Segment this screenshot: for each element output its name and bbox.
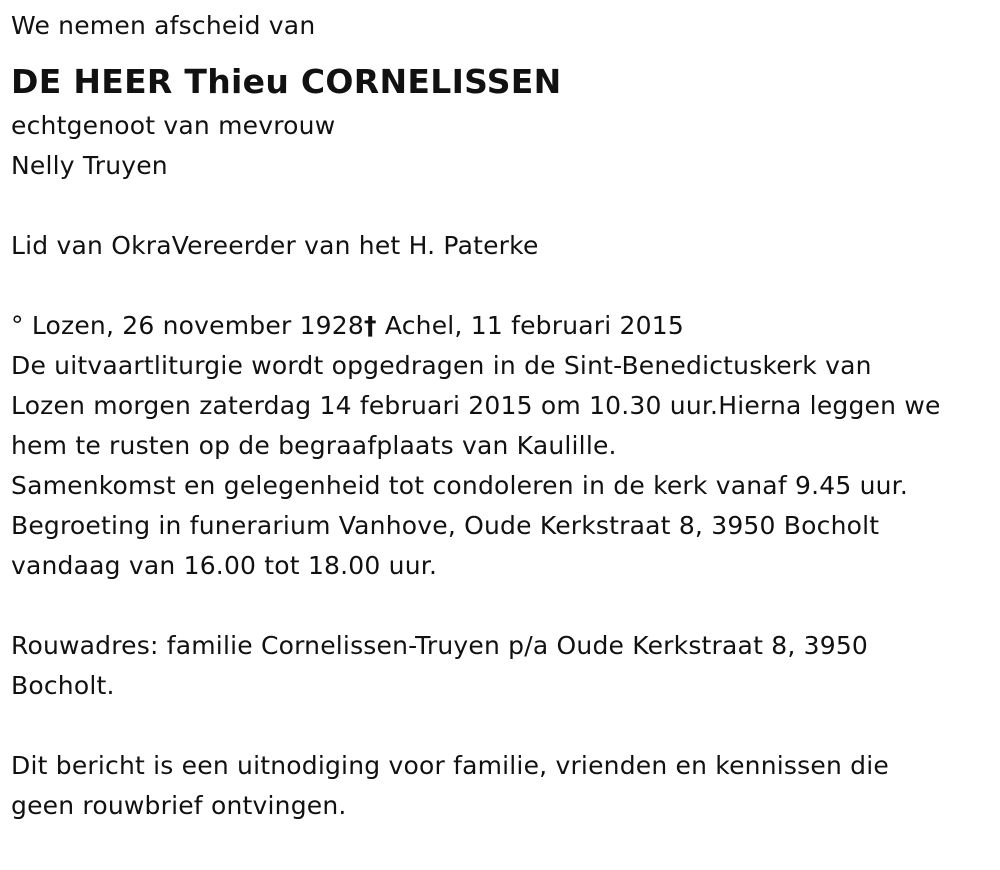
funeral-line-2: Lozen morgen zaterdag 14 februari 2015 om 10.30 uur.Hierna leggen we xyxy=(11,391,941,420)
spouse-line-1: echtgenoot van mevrouw xyxy=(11,111,336,140)
closing-line-1: Dit bericht is een uitnodiging voor familie, vrienden en kennissen die xyxy=(11,751,889,780)
address-line-2: Bocholt. xyxy=(11,671,115,700)
death-notice xyxy=(11,6,991,826)
funeral-line-6: vandaag van 16.00 tot 18.00 uur. xyxy=(11,551,438,580)
birth-date: ° Lozen, 26 november 1928 xyxy=(11,311,364,340)
spacer xyxy=(11,586,991,626)
closing-line-2: geen rouwbrief ontvingen. xyxy=(11,791,347,820)
spacer xyxy=(11,186,991,226)
spacer xyxy=(11,706,991,746)
funeral-line-1: De uitvaartliturgie wordt opgedragen in de Sint-Benedictuskerk van xyxy=(11,351,872,380)
spacer xyxy=(11,266,991,306)
address-line-1: Rouwadres: familie Cornelissen-Truyen p/a Oude Kerkstraat 8, 3950 xyxy=(11,631,869,660)
death-date: Achel, 11 februari 2015 xyxy=(376,311,684,340)
life-dates xyxy=(11,306,991,346)
deceased-name: DE HEER Thieu CORNELISSEN xyxy=(11,62,562,101)
cross-icon: † xyxy=(364,311,377,340)
membership-text: Lid van OkraVereerder van het H. Paterke xyxy=(11,231,539,260)
spouse-line-2: Nelly Truyen xyxy=(11,151,168,180)
intro-text: We nemen afscheid van xyxy=(11,11,316,40)
funeral-line-5: Begroeting in funerarium Vanhove, Oude Kerkstraat 8, 3950 Bocholt xyxy=(11,511,880,540)
funeral-line-3: hem te rusten op de begraafplaats van Kaulille. xyxy=(11,431,617,460)
funeral-line-4: Samenkomst en gelegenheid tot condoleren in de kerk vanaf 9.45 uur. xyxy=(11,471,908,500)
